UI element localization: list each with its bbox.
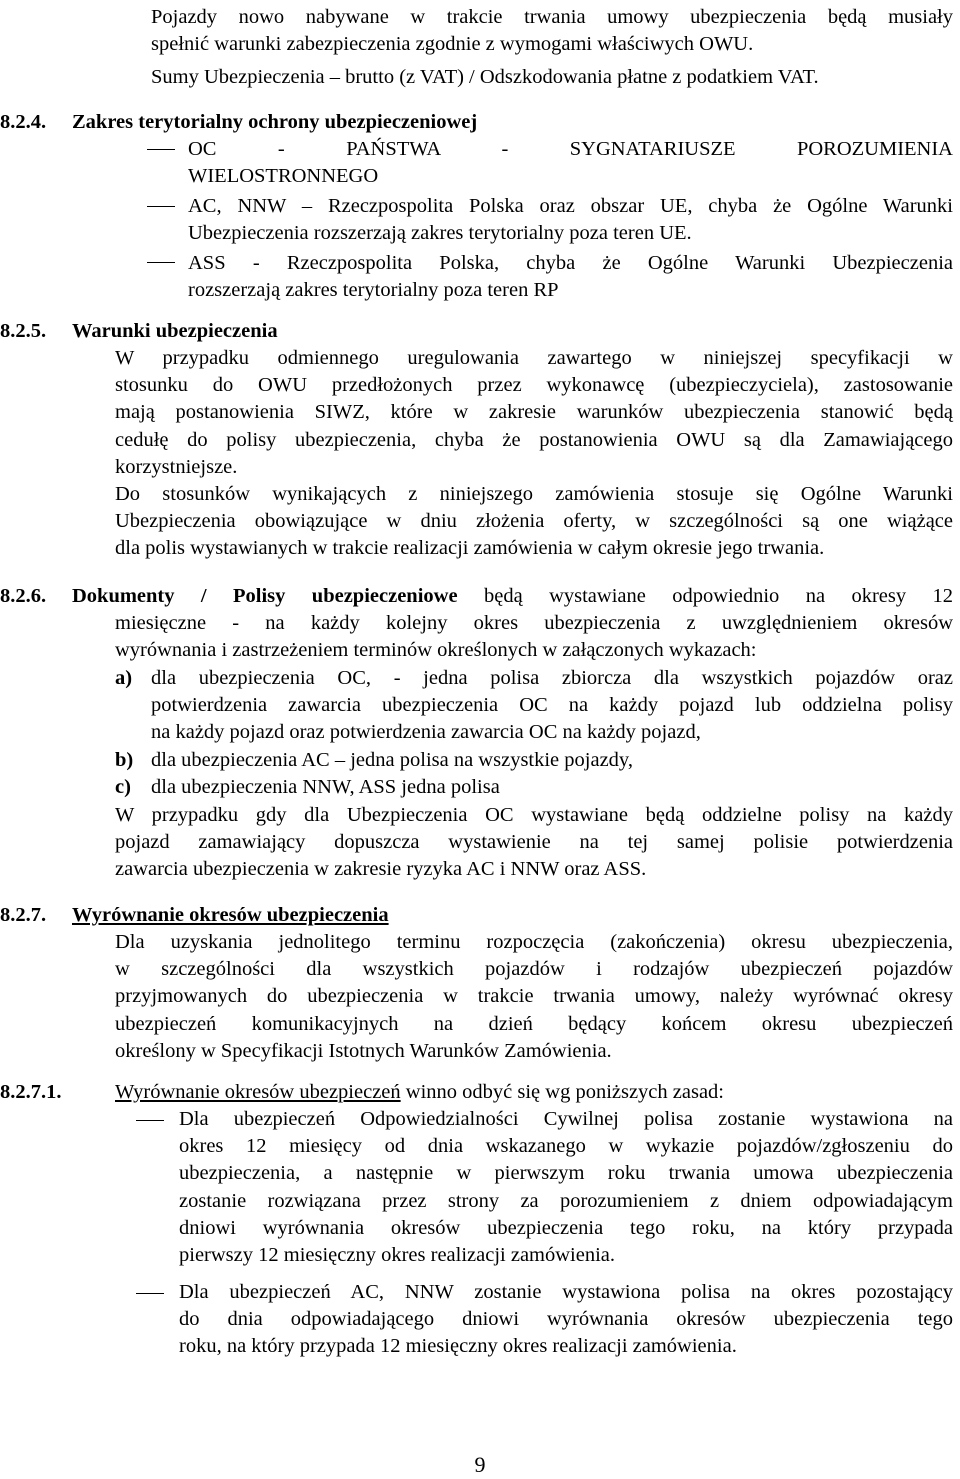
text-line: okres 12 miesięcy od dnia wskazanego w wykazie pojazdów/zgłoszeniu do: [179, 1135, 953, 1158]
section-number: 8.2.4.: [0, 111, 47, 133]
text-line: w szczególności dla wszystkich pojazdów i rodzajów ubezpieczeń pojazdów: [115, 958, 953, 981]
text-line: spełnić warunki zabezpieczenia zgodnie z wymogami właściwych OWU.: [151, 33, 754, 56]
text-line: Dla ubezpieczeń Odpowiedzialności Cywilnej polisa zostanie wystawiona na: [179, 1108, 953, 1130]
paragraph: [115, 345, 953, 563]
text-line: miesięczne - na każdy kolejny okres ubezpieczenia z uwzględnieniem okresów: [115, 612, 953, 634]
text-line: OC - PAŃSTWA - SYGNATARIUSZE POROZUMIENIA: [188, 138, 953, 160]
text-line: pierwszy 12 miesięczny okres realizacji zamówienia.: [179, 1244, 616, 1267]
text-line: określony w Specyfikacji Istotnych Warunków Zamówienia.: [115, 1039, 612, 1062]
dash-bullet: [147, 149, 175, 150]
text-line: ASS - Rzeczpospolita Polska, chyba że Ogólne Warunki Ubezpieczenia: [188, 252, 953, 274]
text-line: W przypadku gdy dla Ubezpieczenia OC wystawiane będą oddzielne polisy na każdy: [115, 804, 953, 826]
text-line: AC, NNW – Rzeczpospolita Polska oraz obszar UE, chyba że Ogólne Warunki: [188, 195, 953, 217]
paragraph: [115, 610, 953, 664]
list-item: [179, 1106, 953, 1269]
list-item: [188, 136, 953, 190]
text-line: Ubezpieczenia rozszerzają zakres terytorialny poza teren UE.: [188, 222, 692, 245]
text-line: W przypadku odmiennego uregulowania zawartego w niniejszej specyfikacji w: [115, 347, 953, 369]
text-line: wyrównania i zastrzeżeniem terminów określonych w załączonych wykazach:: [115, 639, 757, 662]
list-item: dla ubezpieczenia NNW, ASS jedna polisa: [151, 776, 500, 798]
list-label: c): [115, 776, 131, 798]
dash-bullet: [147, 262, 175, 263]
list-item: [188, 250, 953, 304]
text-line-rest: będą wystawiane odpowiednio na okresy 12: [483, 585, 954, 607]
paragraph: [72, 583, 953, 610]
text-line: ubezpieczeń komunikacyjnych na dzień będący końcem okresu ubezpieczeń: [115, 1012, 953, 1035]
section-number: 8.2.7.: [0, 904, 47, 926]
list-label: b): [115, 749, 134, 771]
dash-bullet: [147, 206, 175, 207]
section-number: 8.2.6.: [0, 585, 47, 607]
paragraph: [115, 802, 953, 884]
text-line: zawarcia ubezpieczenia w zakresie ryzyka AC i NNW oraz ASS.: [115, 858, 647, 881]
text-line: roku, na który przypada 12 miesięczny okres realizacji zamówienia.: [179, 1335, 737, 1358]
list-label: a): [115, 667, 133, 689]
list-item: [188, 193, 953, 247]
text-line: Dla ubezpieczeń AC, NNW zostanie wystawiona polisa na okres pozostający: [179, 1281, 953, 1303]
section-number: 8.2.7.1.: [0, 1081, 62, 1103]
text-line: Do stosunków wynikających z niniejszego zamówienia stosuje się Ogólne Warunki: [115, 483, 953, 506]
text-line: pojazd zamawiający dopuszcza wystawienie na tej samej polisie potwierdzenia: [115, 831, 953, 854]
list-item: [151, 665, 953, 747]
section-title: Wyrównanie okresów ubezpieczenia: [72, 904, 389, 926]
text-line: stosunku do OWU przedłożonych przez wykonawcę (ubezpieczyciela), zastosowanie: [115, 374, 953, 397]
text-line: korzystniejsze.: [115, 455, 238, 478]
page-number: 9: [474, 1452, 486, 1477]
dash-bullet: [136, 1120, 164, 1121]
text-line: zostanie rozwiązana przez strony za porozumieniem z dniem odpowiadającym: [179, 1189, 953, 1212]
text-line: Pojazdy nowo nabywane w trakcie trwania umowy ubezpieczenia będą musiały: [151, 6, 953, 28]
text-line: potwierdzenia zawarcia ubezpieczenia OC na każdy pojazd lub oddzielna polisy: [151, 694, 953, 717]
text-line: cedułę do polisy ubezpieczenia, chyba że postanowienia OWU są dla Zamawiającego: [115, 428, 953, 451]
text-line: na każdy pojazd oraz potwierdzenia zawarcia OC na każdy pojazd,: [151, 721, 701, 744]
section-title: Dokumenty / Polisy ubezpieczeniowe: [72, 585, 458, 607]
text-line: dniowi wyrównania okresów ubezpieczenia tego roku, na który przypada: [179, 1216, 953, 1239]
section-number: 8.2.5.: [0, 320, 47, 342]
text-line: dla polis wystawianych w trakcie realizacji zamówienia w całym okresie jego trwania.: [115, 537, 825, 560]
intro-paragraph: [151, 4, 953, 58]
intro-sums: [151, 64, 953, 91]
section-title: Zakres terytorialny ochrony ubezpieczeniowej: [72, 111, 478, 133]
text-line: ubezpieczenia, a następnie w pierwszym roku trwania umowa ubezpieczenia: [179, 1162, 953, 1185]
text-line: dla ubezpieczenia OC, - jedna polisa zbiorcza dla wszystkich pojazdów oraz: [151, 667, 953, 689]
list-item: dla ubezpieczenia AC – jedna polisa na wszystkie pojazdy,: [151, 749, 633, 771]
text-line: Sumy Ubezpieczenia – brutto (z VAT) / Odszkodowania płatne z podatkiem VAT.: [151, 66, 819, 88]
paragraph: [115, 929, 953, 1065]
dash-bullet: [136, 1293, 164, 1294]
text-line: [72, 583, 953, 610]
section-title: Wyrównanie okresów ubezpieczeń: [115, 1081, 401, 1103]
text-line: Ubezpieczenia obowiązujące w dniu złożenia oferty, w szczególności są one wiążące: [115, 510, 953, 533]
text-line: przyjmowanych do ubezpieczenia w trakcie trwania umowy, należy wyrównać okresy: [115, 985, 953, 1008]
text-line: mają postanowienia SIWZ, które w zakresie warunków ubezpieczenia stanowić będą: [115, 401, 953, 424]
text-line: do dnia odpowiadającego dniowi wyrównania okresów ubezpieczenia tego: [179, 1308, 953, 1331]
text-line: Dla uzyskania jednolitego terminu rozpoczęcia (zakończenia) okresu ubezpieczenia,: [115, 931, 953, 953]
section-title: Warunki ubezpieczenia: [72, 320, 278, 342]
section-title-rest: winno odbyć się wg poniższych zasad:: [400, 1081, 725, 1103]
text-line: rozszerzają zakres terytorialny poza teren RP: [188, 279, 559, 302]
text-line: WIELOSTRONNEGO: [188, 165, 379, 188]
section-heading: [115, 1079, 724, 1106]
list-item: [179, 1279, 953, 1361]
